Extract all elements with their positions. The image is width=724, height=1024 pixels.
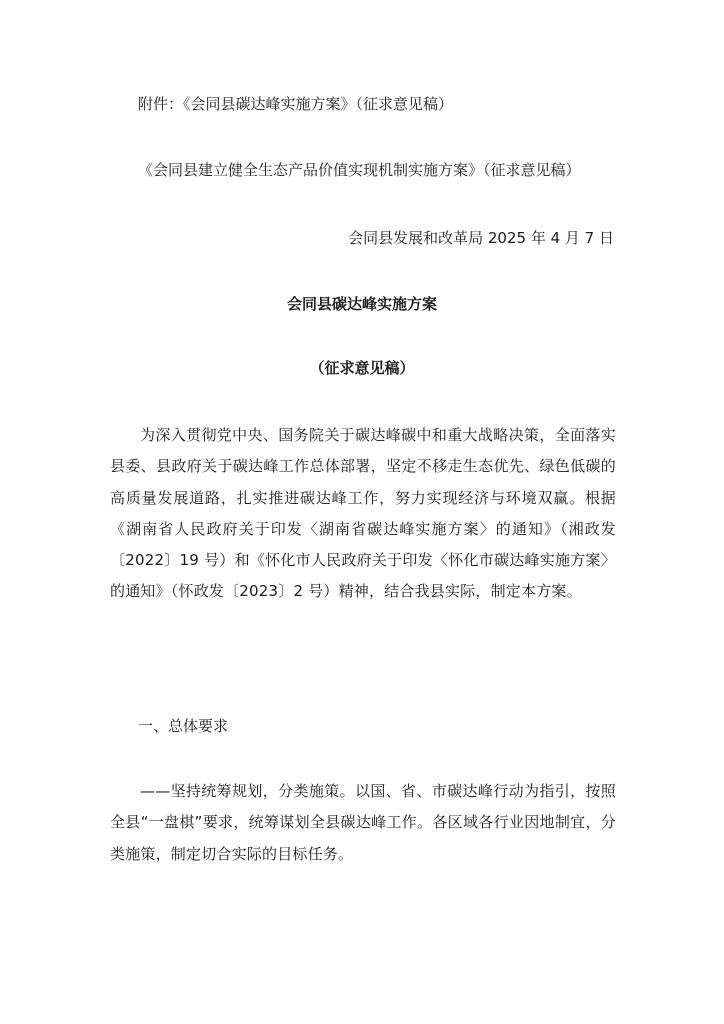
document-subtitle: （征求意见稿） [309, 359, 415, 377]
attachment-link-2[interactable]: 《会同县建立健全生态产品价值实现机制实施方案》（征求意见稿） [138, 161, 581, 179]
issuer-date: 会同县发展和改革局 2025 年 4 月 7 日 [348, 229, 614, 247]
section-heading-1: 一、总体要求 [138, 717, 229, 735]
principle-paragraph-1: ——坚持统筹规划，分类施策。以国、省、市碳达峰行动为指引，按照全县“一盘棋”要求，统筹谋划全县碳达峰工作。各区域各行业因地制宜，分类施策，制定切合实际的目标任务。 [110, 782, 616, 863]
document-title: 会同县碳达峰实施方案 [286, 295, 437, 313]
intro-paragraph: 为深入贯彻党中央、国务院关于碳达峰碳中和重大战略决策，全面落实县委、县政府关于碳达峰工作总体部署，坚定不移走生态优先、绿色低碳的高质量发展道路，扎实推进碳达峰工作，努力实现经济与环境双赢。根据《湖南省人民政府关于印发〈湖南省碳达峰实施方案〉的通知》（湘政发〔2022〕19 号）和《怀化市人民政府关于印发〈怀化市碳达峰实施方案〉的通知》（怀政发〔2023〕2 号）精神，结合我县实际，制定本方案。 [110, 426, 616, 601]
attachment-link-1[interactable]: 附件：《会同县碳达峰实施方案》（征求意见稿） [138, 95, 454, 113]
